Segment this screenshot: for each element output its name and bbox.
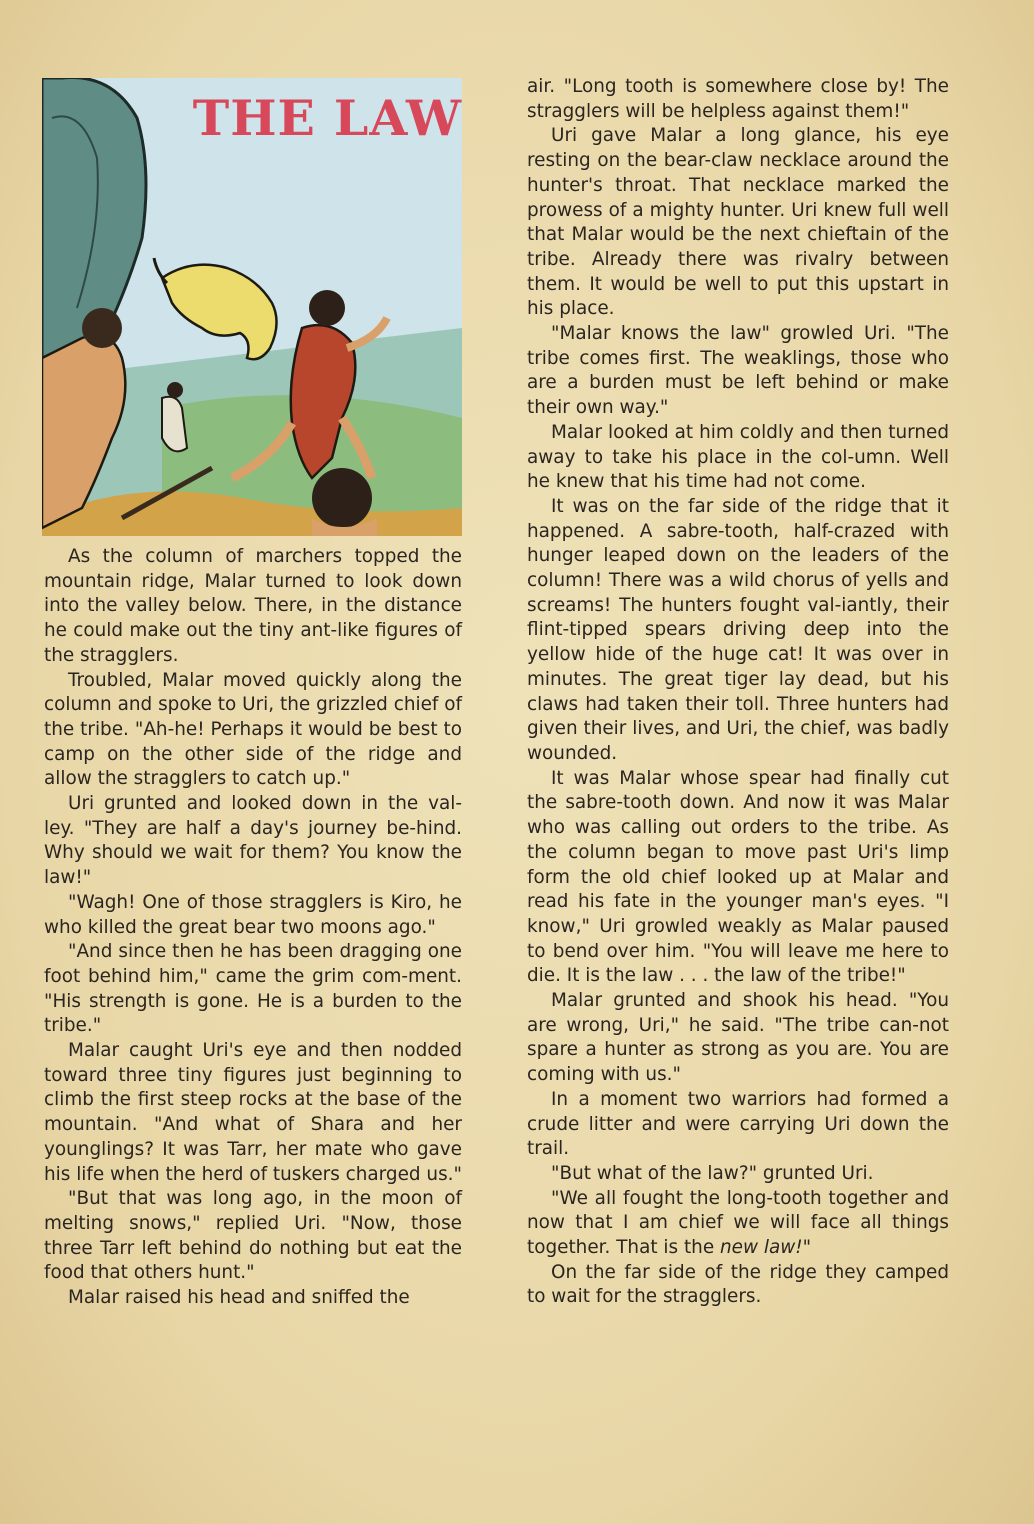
paragraph: "And since then he has been dragging one foot behind him," came the grim com-ment. "His strength is gone. He is a burden to the tribe."	[44, 941, 462, 1037]
paragraph: It was on the far side of the ridge that it happened. A sabre-tooth, half-crazed with hunger leaped down on the leaders of the column! There was a wild chorus of yells and screams! The hunters fought val-iantly, their flint-tipped spears driving deep into the yellow hide of the huge cat! It was over in minutes. The great tiger lay dead, but his claws had taken their toll. Three hunters had given their lives, and Uri, the chief, was badly wounded.	[527, 495, 949, 764]
paragraph: As the column of marchers topped the mountain ridge, Malar turned to look down into the valley below. There, in the distance he could make out the tiny ant-like figures of the stragglers.	[44, 546, 462, 666]
new-law-emphasis: new law!	[719, 1237, 803, 1259]
paragraph: It was Malar whose spear had finally cut the sabre-tooth down. And now it was Malar who was calling out orders to the tribe. As the column began to move past Uri's limp form the old chief looked up at Malar and read his fate in the younger man's eyes. "I know," Uri growled weakly as Malar paused to bend over him. "You will leave me here to die. It is the law . . . the law of the tribe!"	[527, 767, 949, 987]
paragraph: Uri gave Malar a long glance, his eye resting on the bear-claw necklace around the hunter's throat. That necklace marked the prowess of a mighty hunter. Uri knew full well that Malar would be the next chieftain of the tribe. Already there was rivalry between them. It would be well to put this upstart in his place.	[527, 125, 949, 320]
new-law-closing-quote: "	[802, 1237, 812, 1259]
new-law-text: "We all fought the long-tooth together and now that I am chief we will face all things together. That is the	[527, 1187, 949, 1259]
right-text-column	[527, 75, 949, 1310]
story-title: THE LAW	[192, 89, 462, 147]
paragraph: "Wagh! One of those stragglers is Kiro, he who killed the great bear two moons ago."	[44, 891, 462, 938]
paragraph: "But what of the law?" grunted Uri.	[551, 1162, 874, 1184]
paragraph: Troubled, Malar moved quickly along the column and spoke to Uri, the grizzled chief of the tribe. "Ah-he! Perhaps it would be best to camp on the other side of the ridge and allow the stragglers to catch up."	[44, 669, 462, 790]
paragraph: Malar caught Uri's eye and then nodded toward three tiny figures just beginning to climb the first steep rocks at the base of the mountain. "And what of Shara and her younglings? It was Tarr, her mate who gave his life when the herd of tuskers charged us."	[44, 1040, 462, 1185]
story-illustration	[42, 78, 462, 536]
paragraph: Malar raised his head and sniffed the	[68, 1287, 410, 1309]
paragraph: Malar looked at him coldly and then turned away to take his place in the col-umn. Well he knew that his time had not come.	[527, 421, 949, 493]
new-law-paragraph	[527, 1187, 949, 1261]
paragraph: "Malar knows the law" growled Uri. "The tribe comes first. The weaklings, those who are a burden must be left behind or make their own way."	[527, 323, 949, 419]
closing-paragraph: On the far side of the ridge they camped to wait for the stragglers.	[527, 1261, 949, 1308]
left-text-column	[44, 545, 462, 1311]
paragraph: "But that was long ago, in the moon of melting snows," replied Uri. "Now, those three Tarr left behind do nothing but eat the food that others hunt."	[44, 1188, 462, 1284]
continued-paragraph: air. "Long tooth is somewhere close by! The stragglers will be helpless against them!"	[527, 76, 949, 122]
paragraph: Uri grunted and looked down in the val-ley. "They are half a day's journey be-hind. Why should we wait for them? You know the law!"	[44, 793, 462, 889]
paragraph: In a moment two warriors had formed a crude litter and were carrying Uri down the trail.	[527, 1088, 949, 1160]
paragraph: Malar grunted and shook his head. "You are wrong, Uri," he said. "The tribe can-not spare a hunter as strong as you are. You are coming with us."	[527, 990, 949, 1086]
